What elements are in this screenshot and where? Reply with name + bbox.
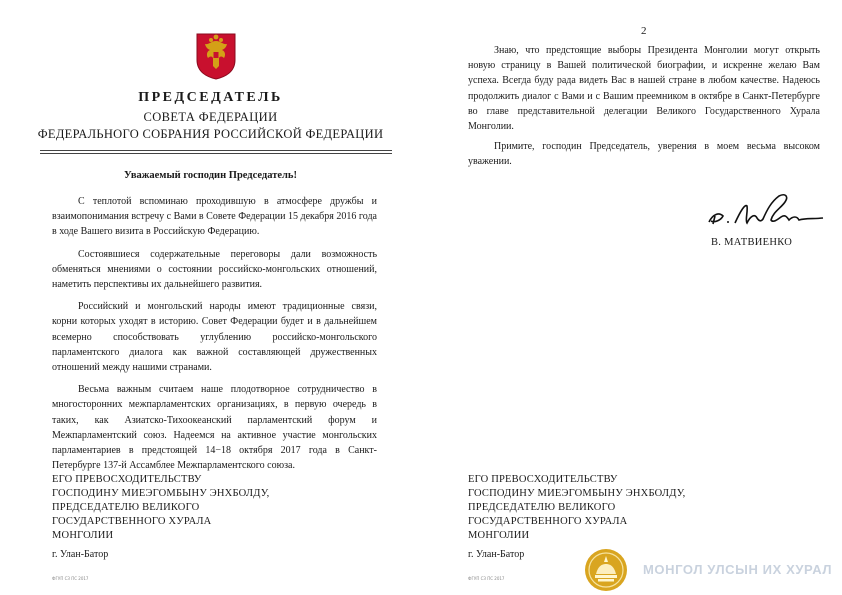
address-line: ПРЕДСЕДАТЕЛЮ ВЕЛИКОГО <box>468 502 616 513</box>
recipient-city: г. Улан-Батор <box>468 549 525 560</box>
address-line: ГОСУДАРСТВЕННОГО ХУРАЛА <box>468 516 628 527</box>
address-line: ПРЕДСЕДАТЕЛЮ ВЕЛИКОГО <box>52 502 200 513</box>
page-number: 2 <box>641 25 647 37</box>
letter-body-page-2 <box>468 43 820 175</box>
address-line: ГОСПОДИНУ МИЕЭГОМБЫНУ ЭНХБОЛДУ, <box>52 488 270 499</box>
paragraph: Примите, господин Председатель, уверения в моем весьма высоком уважении. <box>468 141 820 168</box>
recipient-address <box>52 473 269 543</box>
salutation: Уважаемый господин Председатель! <box>124 170 297 181</box>
recipient-city: г. Улан-Батор <box>52 549 109 560</box>
letter-page-2 <box>421 0 842 595</box>
handwritten-signature <box>701 190 831 232</box>
paragraph: Весьма важным считаем наше плодотворное сотрудничество в многосторонних межпарламентских организациях, в первую очередь в таких, как Азиатско-Тихоокеанский парламентский форум и Межпарламентский союз. Надеемся на активное участие монгольских парламентариев в предстоящей 14−18 октября 2017 года в Санкт-Петербурге 137-й Ассамблее Межпарламентского союза. <box>52 384 377 472</box>
paragraph: С теплотой вспоминаю проходившую в атмосфере дружбы и взаимопонимания встречу с Вами в Совете Федерации 15 декабря 2016 года в ходе Вашего визита в Российскую Федерацию. <box>52 196 377 238</box>
document-subtitle-1: СОВЕТА ФЕДЕРАЦИИ <box>143 110 278 124</box>
header-divider <box>40 150 392 151</box>
header-divider-2 <box>40 153 392 154</box>
russian-coat-of-arms-icon <box>195 32 237 80</box>
paragraph: Состоявшиеся содержательные переговоры дали возможность обменяться мнениями о состоянии российско-монгольских отношений, наметить перспективы их дальнейшего развития. <box>52 248 377 291</box>
address-line: ЕГО ПРЕВОСХОДИТЕЛЬСТВУ <box>468 474 618 485</box>
document-subtitle-2: ФЕДЕРАЛЬНОГО СОБРАНИЯ РОССИЙСКОЙ ФЕДЕРАЦИИ <box>37 127 384 141</box>
paragraph: Российский и монгольский народы имеют традиционные связи, корни которых уходят в историю. Совет Федерации будет и в дальнейшем всемерно способствовать углублению российско-монгольского парламентского диалога как важной составляющей дружественных отношений между нашими странами. <box>52 301 377 374</box>
paragraph: Знаю, что предстоящие выборы Президента Монголии могут открыть новую страницу в Вашей политической биографии, и искренне желаю Вам успеха. Всегда буду рада видеть Вас в нашей стране в любом качестве. Надеюсь продолжить диалог с Вами и с Вашим преемником в октябре в Санкт-Петербурге во главе представительной делегации Великого Государственного Хурала Монголии. <box>468 45 820 133</box>
watermark-text: МОНГОЛ УЛСЫН ИХ ХУРАЛ <box>643 562 833 577</box>
address-line: ГОСПОДИНУ МИЕЭГОМБЫНУ ЭНХБОЛДУ, <box>468 488 686 499</box>
recipient-address <box>468 473 685 543</box>
document-title: ПРЕДСЕДАТЕЛЬ <box>138 90 283 105</box>
address-line: ЕГО ПРЕВОСХОДИТЕЛЬСТВУ <box>52 474 202 485</box>
footer-code: ФГУП СЗ ПС 2017 <box>52 576 89 581</box>
footer-code: ФГУП СЗ ПС 2017 <box>468 576 505 581</box>
address-line: МОНГОЛИИ <box>52 530 114 541</box>
signer-name: В. МАТВИЕНКО <box>711 237 793 248</box>
address-line: МОНГОЛИИ <box>468 530 530 541</box>
address-line: ГОСУДАРСТВЕННОГО ХУРАЛА <box>52 516 212 527</box>
letter-body-page-1 <box>52 194 377 480</box>
mongolian-parliament-seal-icon <box>584 548 628 592</box>
